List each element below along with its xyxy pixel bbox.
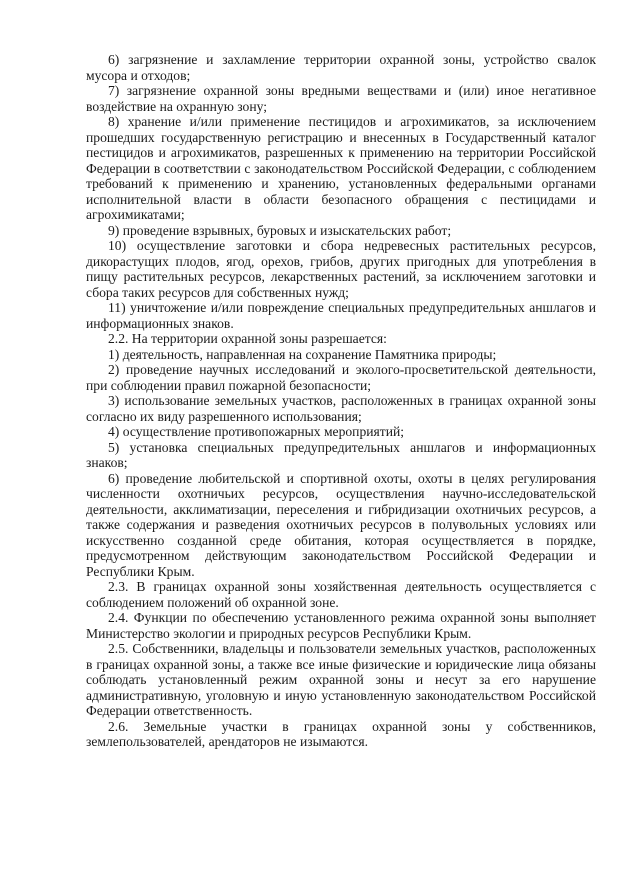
document-page [86,52,596,750]
paragraph-section-2-3: 2.3. В границах охранной зоны хозяйственная деятельность осуществляется с соблюдением положений об охранной зоне. [86,579,596,610]
paragraph-prohibition-6: 6) загрязнение и захламление территории охранной зоны, устройство свалок мусора и отходов; [86,52,596,83]
paragraph-allowed-2: 2) проведение научных исследований и эколого-просветительской деятельности, при соблюдении правил пожарной безопасности; [86,362,596,393]
paragraph-allowed-3: 3) использование земельных участков, расположенных в границах охранной зоны согласно их виду разрешенного использования; [86,393,596,424]
paragraph-allowed-1: 1) деятельность, направленная на сохранение Памятника природы; [108,346,497,362]
paragraph-section-2-6: 2.6. Земельные участки в границах охранной зоны у собственников, землепользователей, арендаторов не изымаются. [86,718,596,749]
paragraph-prohibition-8: 8) хранение и/или применение пестицидов и агрохимикатов, за исключением прошедших государственную регистрацию и внесенных в Государственный каталог пестицидов и агрохимикатов, разрешенных к применению на территории Российской Федерации в соответствии с законодательством Российской Федерации, с соблюдением требований к применению и хранению, установленных федеральными органами исполнительной власти в области безопасного обращения с пестицидами и агрохимикатами; [86,114,596,222]
paragraph-section-2-5: 2.5. Собственники, владельцы и пользователи земельных участков, расположенных в границах охранной зоны, а также все иные физические и юридические лица обязаны соблюдать установленный режим охранной зоны и несут за его нарушение административную, уголовную и иную установленную законодательством Российской Федерации ответственность. [86,641,596,718]
paragraph-prohibition-9: 9) проведение взрывных, буровых и изыскательских работ; [108,222,452,238]
paragraph-prohibition-7: 7) загрязнение охранной зоны вредными веществами и (или) иное негативное воздействие на охранную зону; [86,83,596,114]
paragraph-section-2-4: 2.4. Функции по обеспечению установленного режима охранной зоны выполняет Министерство экологии и природных ресурсов Республики Крым. [86,610,596,641]
paragraph-allowed-5: 5) установка специальных предупредительных аншлагов и информационных знаков; [86,439,596,470]
paragraph-prohibition-10: 10) осуществление заготовки и сбора недревесных растительных ресурсов, дикорастущих плодов, ягод, орехов, грибов, других пригодных для употребления в пищу растительных ресурсов, лекарственных растений, за исключением заготовки и сбора таких ресурсов для собственных нужд; [86,238,596,300]
paragraph-section-2-2: 2.2. На территории охранной зоны разрешается: [108,331,387,346]
paragraph-allowed-4: 4) осуществление противопожарных мероприятий; [108,424,405,439]
paragraph-allowed-6: 6) проведение любительской и спортивной охоты, охоты в целях регулирования численности охотничьих ресурсов, осуществления научно-исследовательской деятельности, акклиматизации, переселения и гибридизации охотничьих ресурсов, а также содержания и разведения охотничьих ресурсов в полувольных условиях или искусственно созданной среде обитания, которая осуществляется в порядке, предусмотренном действующим законодательством Российской Федерации и Республики Крым. [86,470,596,579]
paragraph-prohibition-11: 11) уничтожение и/или повреждение специальных предупредительных аншлагов и информационных знаков. [86,300,596,331]
